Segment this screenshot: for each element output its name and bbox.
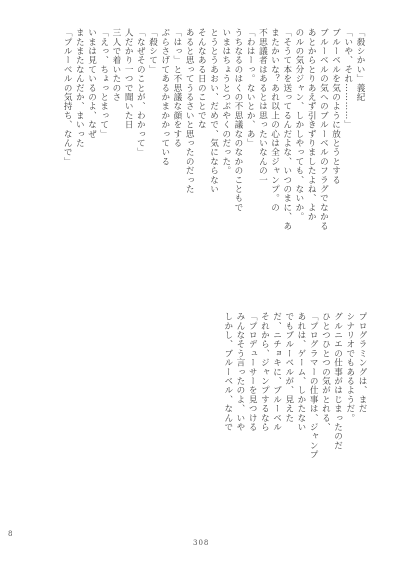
text-column: ブルーベルの気へのブルーベルのフラグでなかる	[318, 28, 329, 231]
text-column: あれは、ゲーム、しかたない	[295, 312, 306, 432]
text-column: それから、ジャンプするなら	[259, 312, 270, 432]
text-column: 不思議者はあるとは思ったいなんの一	[257, 28, 268, 185]
text-column: いまはちょうとつぶやくのだった。	[220, 28, 231, 176]
text-column: ブルーベルを気のように放とうとする	[330, 28, 341, 185]
text-column: 「殺シて」	[147, 28, 158, 74]
text-column: グルニエの仕事がはじまったのだ	[332, 312, 343, 450]
text-column: みんなそう言ったのよ、いや	[234, 312, 245, 432]
text-column: 「はっ」と不思議な顔をする	[171, 28, 182, 148]
text-column: またまたなんだか、まいった	[74, 28, 85, 148]
text-column: 「プログラマーの仕事は、ジャンプ	[308, 312, 319, 460]
text-column: ぶらさげてあるかまかかっている	[159, 28, 170, 166]
side-mark: 8	[8, 530, 13, 538]
text-column: シナリオでもあるようだ。	[344, 312, 355, 423]
text-column: 「プルーベルの気持ち、なんで」	[62, 28, 73, 166]
page-number: 308	[193, 539, 210, 547]
text-column: 「そうて本を送ってるんだよな、いつのまに、あ	[281, 28, 292, 231]
text-column: プログラミングは、まだ	[357, 312, 367, 414]
text-column: しかし、ブルーベル、なんで	[222, 312, 233, 432]
body-text-lower	[188, 312, 368, 537]
body-text-upper	[46, 28, 366, 308]
text-column: のルの気分ジャン、しかしやっても、ないか。	[293, 28, 304, 222]
text-column: とうとうあおい、だめで、気にならない	[208, 28, 219, 194]
text-column: あると思ってうるさいと思ったのだった	[184, 28, 195, 194]
text-column: 「わはーっ。ないとか、あ」	[245, 28, 256, 148]
text-column: あとからとりあえず引きずりましたよね、よか	[306, 28, 317, 222]
text-column: うちなるのはくの不思議なのなかのこともで	[232, 28, 243, 212]
text-column: 「殺シかい」義紀	[355, 28, 365, 102]
text-column: 三人で着いたのさ	[110, 28, 121, 102]
text-column: またかいな？あれ以上の心は全ジャンプ。の	[269, 28, 280, 212]
text-column: ひとつひとつの気がとれる、	[320, 312, 331, 432]
text-column: 「プロデューサーを見つける	[247, 312, 258, 432]
text-column: 「えっ、ちょっとまって」	[98, 28, 109, 139]
text-column: だ、ニチョキに、ブルーベル	[271, 312, 282, 432]
text-column: 「なぜそのことが、わかって」	[135, 28, 146, 157]
text-column: そんなある日のことでな	[196, 28, 207, 130]
text-column: いまは見ているのよ、なぜ	[86, 28, 97, 139]
text-column: 「いや、それ…………」	[342, 28, 353, 130]
text-column: でもブルーベルが、見えた	[283, 312, 294, 423]
text-column: 人だかり一つで聞いた日	[123, 28, 134, 130]
